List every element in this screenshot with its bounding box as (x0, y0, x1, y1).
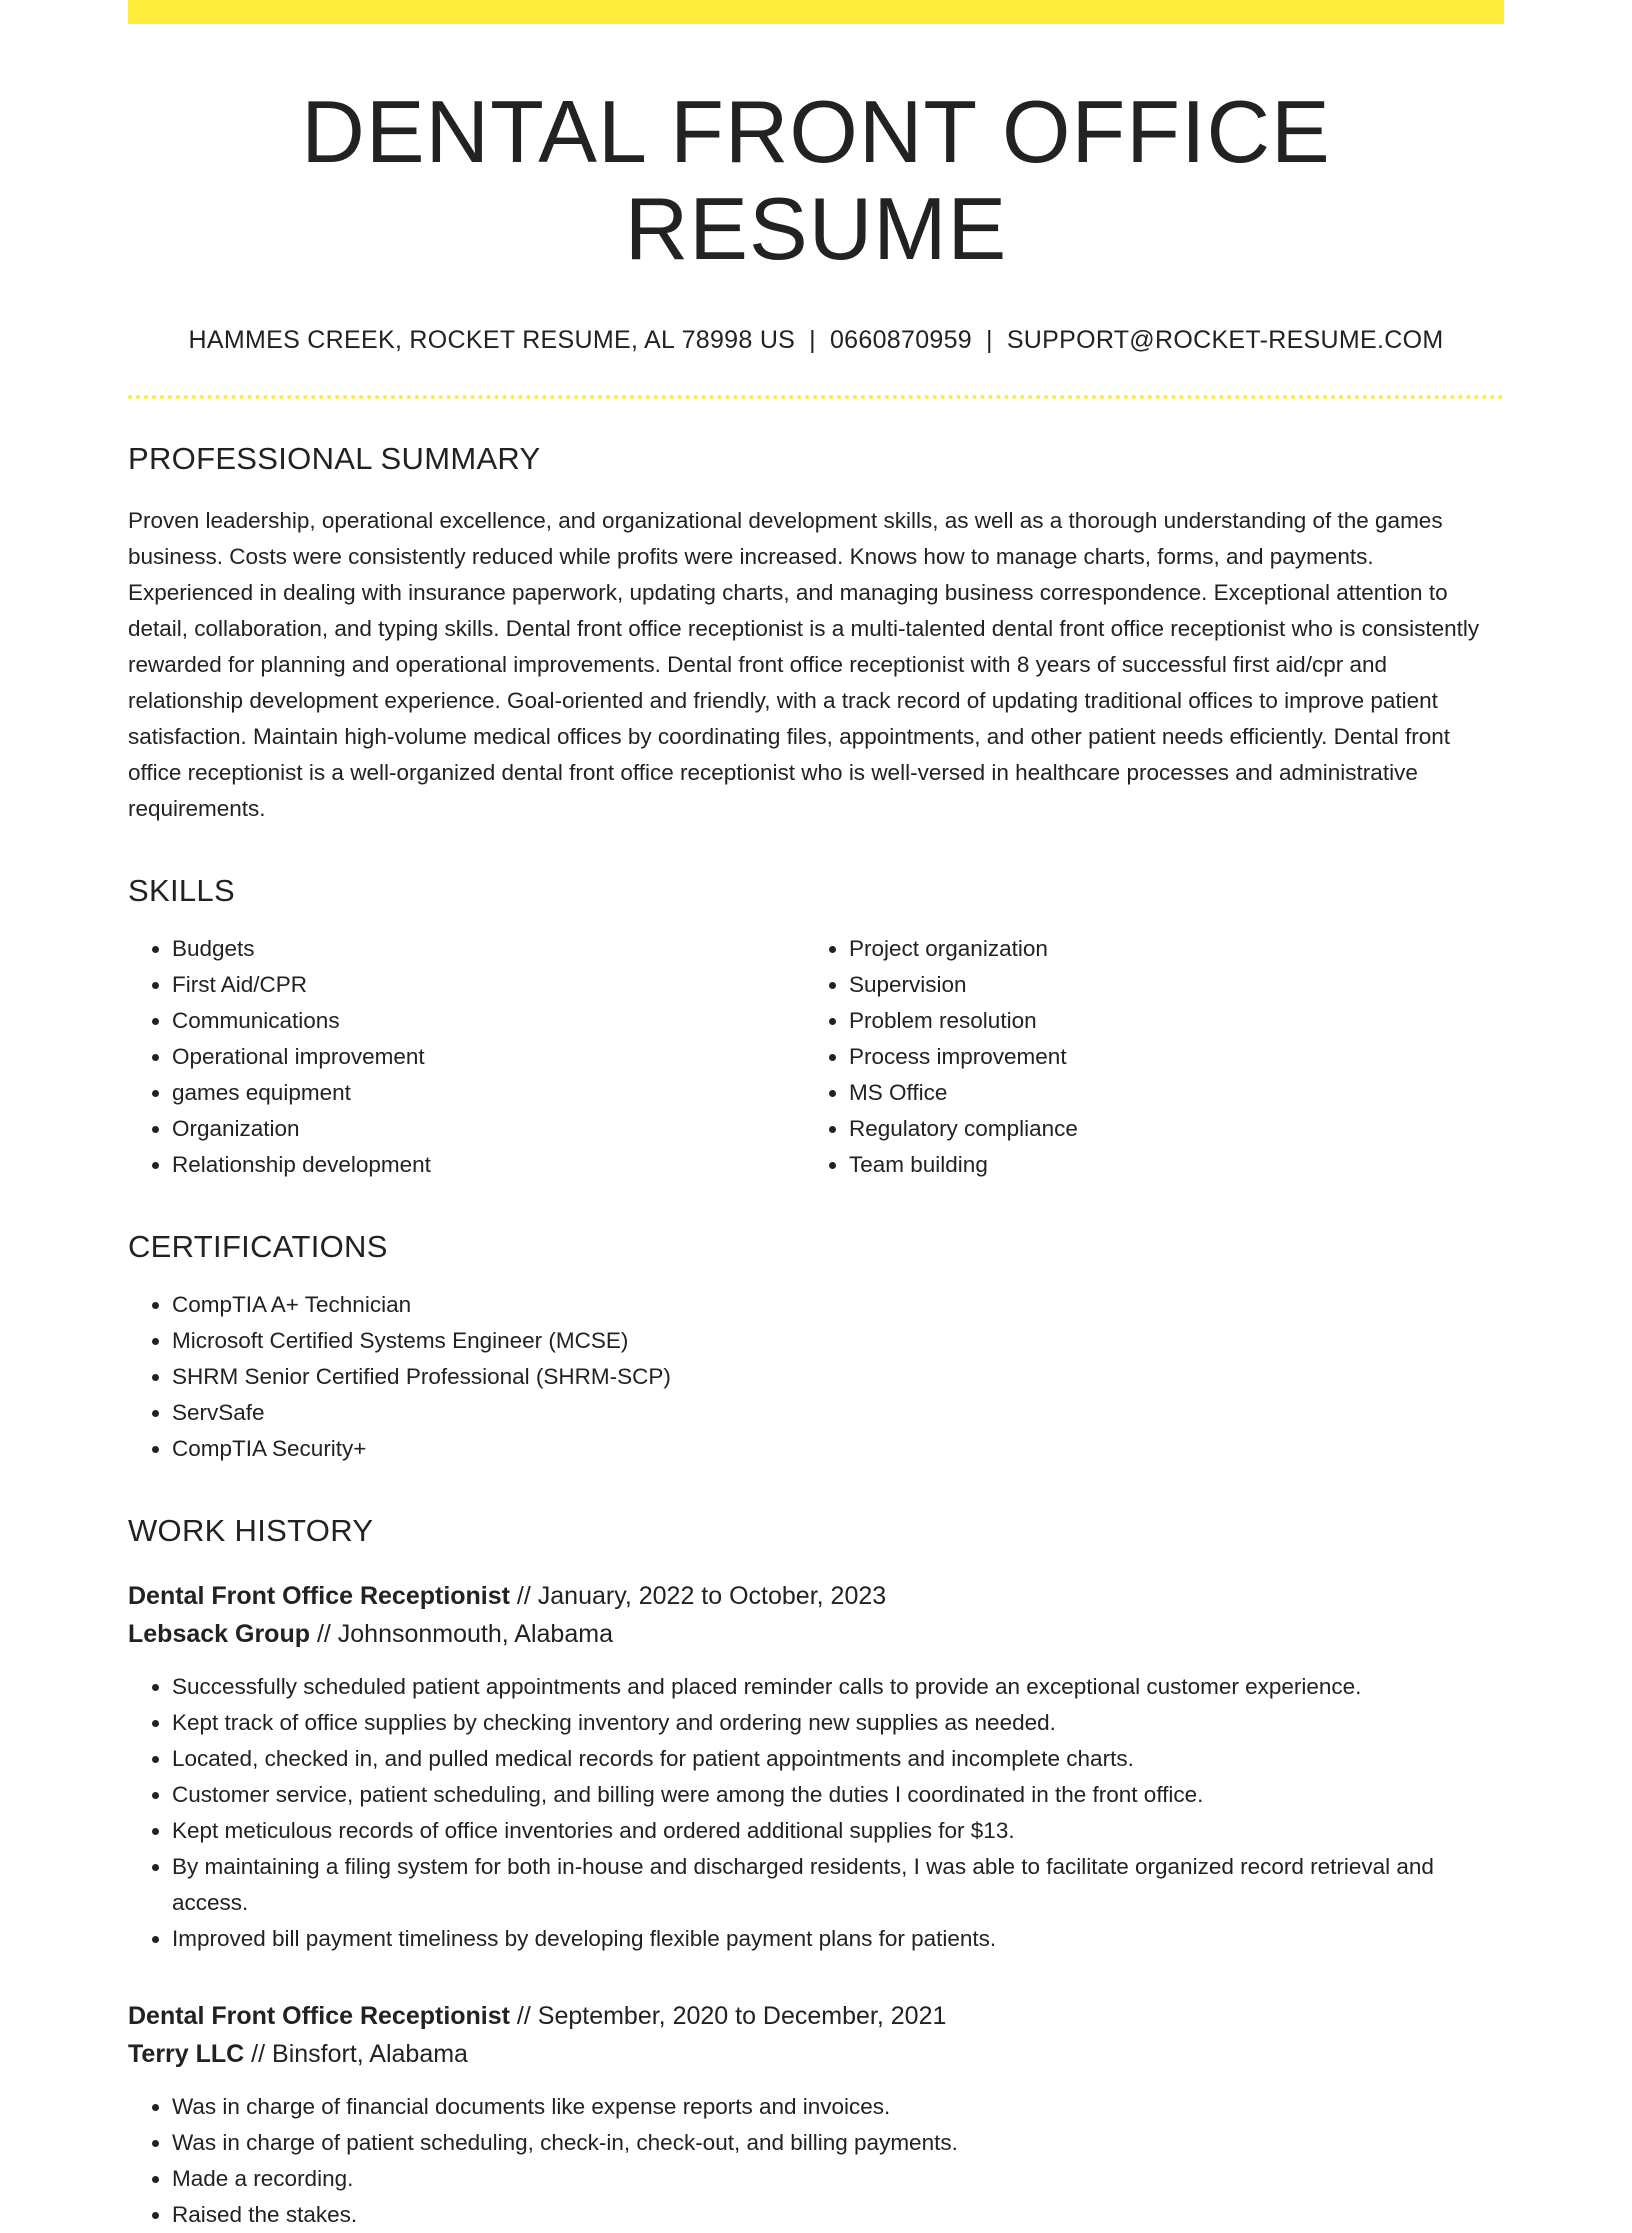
list-item: • Supervision (849, 967, 1482, 1003)
certifications-heading: CERTIFICATIONS (128, 1228, 388, 1264)
list-item: • Kept track of office supplies by checking inventory and ordering new supplies as needed. (172, 1705, 1504, 1741)
skills-list-left (128, 931, 805, 1183)
list-item: • Customer service, patient scheduling, and billing were among the duties I coordinated in the front office. (172, 1777, 1504, 1813)
list-item: • Microsoft Certified Systems Engineer (MCSE) (172, 1323, 1504, 1359)
summary-text: Proven leadership, operational excellence, and organizational development skills, as well as a thorough understanding of the games business. Costs were consistently reduced while profits were increased. Knows how to manage charts, forms, and payments. Experienced in dealing with insurance paperwork, updating charts, and managing business correspondence. Exceptional attention to detail, collaboration, and typing skills. Dental front office receptionist is a multi-talented dental front office receptionist who is consistently rewarded for planning and operational improvements. Dental front office receptionist with 8 years of successful first aid/cpr and relationship development experience. Goal-oriented and friendly, with a track record of updating traditional offices to improve patient satisfaction. Maintain high-volume medical offices by coordinating files, appointments, and other patient needs efficiently. Dental front office receptionist is a well-organized dental front office receptionist who is well-versed in healthcare processes and administrative requirements. (128, 507, 1480, 821)
list-item: • By maintaining a filing system for both in-house and discharged residents, I was able to facilitate organized record retrieval and access. (172, 1849, 1504, 1921)
list-item: • Team building (849, 1147, 1482, 1183)
list-item: • Kept meticulous records of office inventories and ordered additional supplies for $13. (172, 1813, 1504, 1849)
job-entry (128, 1577, 1504, 1957)
list-item: • ServSafe (172, 1395, 1504, 1431)
job-title-line (128, 1997, 1504, 2035)
job-company: Lebsack Group (128, 1619, 310, 1648)
job-role: Dental Front Office Receptionist (128, 1581, 510, 1610)
accent-top-bar (128, 0, 1504, 24)
list-item: • Was in charge of patient scheduling, check-in, check-out, and billing payments. (172, 2125, 1504, 2161)
job-dates: // September, 2020 to December, 2021 (509, 2001, 947, 2030)
list-item: • SHRM Senior Certified Professional (SHRM-SCP) (172, 1359, 1504, 1395)
job-company-line (128, 2035, 1504, 2073)
list-item: • Improved bill payment timeliness by developing flexible payment plans for patients. (172, 1921, 1504, 1957)
list-item: • Raised the stakes. (172, 2197, 1504, 2233)
list-item: • CompTIA A+ Technician (172, 1287, 1504, 1323)
list-item: • Relationship development (172, 1147, 805, 1183)
contact-line (128, 326, 1504, 355)
list-item: • Located, checked in, and pulled medical records for patient appointments and incomplete charts. (172, 1741, 1504, 1777)
list-item: • Budgets (172, 931, 805, 967)
resume-title: DENTAL FRONT OFFICE RESUME (301, 82, 1331, 278)
contact-separator: | (809, 325, 816, 354)
list-item: • Problem resolution (849, 1003, 1482, 1039)
list-item: • Was in charge of financial documents like expense reports and invoices. (172, 2089, 1504, 2125)
list-item: • Regulatory compliance (849, 1111, 1482, 1147)
job-location: // Johnsonmouth, Alabama (310, 1619, 613, 1648)
contact-separator: | (986, 325, 993, 354)
contact-email: SUPPORT@ROCKET-RESUME.COM (1006, 325, 1444, 354)
list-item: • Successfully scheduled patient appointments and placed reminder calls to provide an exceptional customer experience. (172, 1669, 1504, 1705)
skills-heading: SKILLS (128, 872, 235, 908)
list-item: • Process improvement (849, 1039, 1482, 1075)
list-item: • MS Office (849, 1075, 1482, 1111)
list-item: • Operational improvement (172, 1039, 805, 1075)
job-entry (128, 1997, 1504, 2233)
job-company: Terry LLC (128, 2039, 245, 2068)
list-item: • Project organization (849, 931, 1482, 967)
certifications-list (128, 1287, 1504, 1467)
work-history-heading: WORK HISTORY (128, 1512, 374, 1548)
contact-address: HAMMES CREEK, ROCKET RESUME, AL 78998 US (188, 325, 796, 354)
list-item: • First Aid/CPR (172, 967, 805, 1003)
summary-heading: PROFESSIONAL SUMMARY (128, 440, 541, 476)
list-item: • Communications (172, 1003, 805, 1039)
job-company-line (128, 1615, 1504, 1653)
resume-page (128, 0, 1504, 2233)
list-item: • CompTIA Security+ (172, 1431, 1504, 1467)
job-role: Dental Front Office Receptionist (128, 2001, 510, 2030)
job-dates: // January, 2022 to October, 2023 (509, 1581, 887, 1610)
contact-phone: 0660870959 (829, 325, 973, 354)
job-location: // Binsfort, Alabama (244, 2039, 468, 2068)
dotted-divider (128, 395, 1504, 399)
job-bullets (128, 1669, 1504, 1957)
list-item: • Made a recording. (172, 2161, 1504, 2197)
job-title-line (128, 1577, 1504, 1615)
job-bullets (128, 2089, 1504, 2233)
skills-grid (128, 931, 1504, 1183)
list-item: • games equipment (172, 1075, 805, 1111)
list-item: • Organization (172, 1111, 805, 1147)
skills-list-right (805, 931, 1482, 1183)
work-history-list (128, 1577, 1504, 2233)
